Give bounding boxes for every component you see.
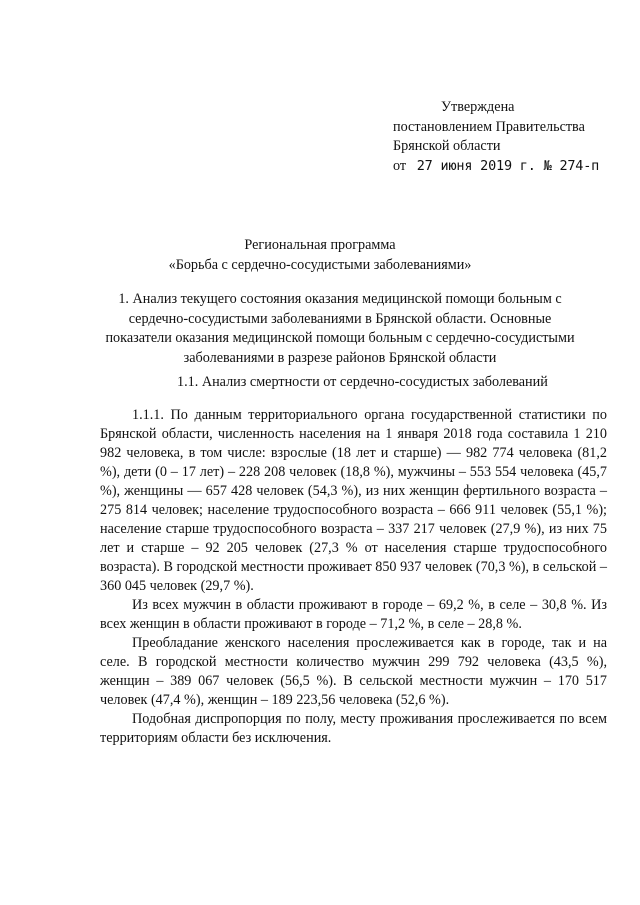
approval-date-prefix: от — [393, 157, 407, 174]
program-title — [0, 236, 640, 275]
paragraph-female-predominance: Преобладание женского населения прослеживается как в городе, так и на селе. В городской местности количество мужчин 299 792 человека (43,5 %), женщин – 389 067 человек (56,5 %). В сельской местности мужчин – 170 517 человек (47,4 %), женщин – 189 223,56 человека (52,6 %). — [100, 635, 607, 708]
approval-decree-line: постановлением Правительства — [393, 118, 585, 135]
paragraph-disproportion: Подобная диспропорция по полу, месту проживания прослеживается по всем территориям области без исключения. — [100, 711, 607, 746]
approval-date-handwritten: 27 июня 2019 г. № 274-п — [416, 157, 600, 174]
subsection-heading: 1.1. Анализ смертности от сердечно-сосудистых заболеваний — [177, 374, 548, 390]
section-heading: 1. Анализ текущего состояния оказания медицинской помощи больным с сердечно-сосудистыми заболеваниями в Брянской области. Основные показатели оказания медицинской помощи больным с сердечно-сосудистыми заболеваниями в разрезе районов Брянской области — [105, 291, 575, 366]
program-title-line2: «Борьба с сердечно-сосудистыми заболеваниями» — [168, 256, 472, 273]
approval-block — [393, 98, 599, 176]
approval-region-line: Брянской области — [393, 138, 501, 155]
approval-title: Утверждена — [441, 99, 515, 115]
paragraph-urban-rural: Из всех мужчин в области проживают в городе – 69,2 %, в селе – 30,8 %. Из всех женщин в области проживают в городе – 71,2 %, в селе – 28,8 %. — [100, 597, 607, 632]
body-text — [100, 406, 607, 748]
paragraph-population: 1.1.1. По данным территориального органа государственной статистики по Брянской области, численность населения на 1 января 2018 года составила 1 210 982 человека, в том числе: взрослые (18 лет и старше) — 982 774 человека (81,2 %), дети (0 – 17 лет) – 228 208 человек (18,8 %), мужчины – 553 554 человека (45,7 %), женщины — 657 428 человек (54,3 %), из них женщин фертильного возраста – 275 814 человек; население трудоспособного возраста – 666 911 человек (55,1 %); население старше трудоспособного возраста – 337 217 человек (27,9 %), из них 75 лет и старше – 92 205 человек (27,3 % от населения старше трудоспособного возраста). В городской местности проживает 850 937 человек (70,3 %), в сельской – 360 045 человек (29,7 %). — [100, 407, 607, 594]
approval-date-line — [393, 157, 599, 177]
program-title-line1: Региональная программа — [244, 237, 396, 253]
